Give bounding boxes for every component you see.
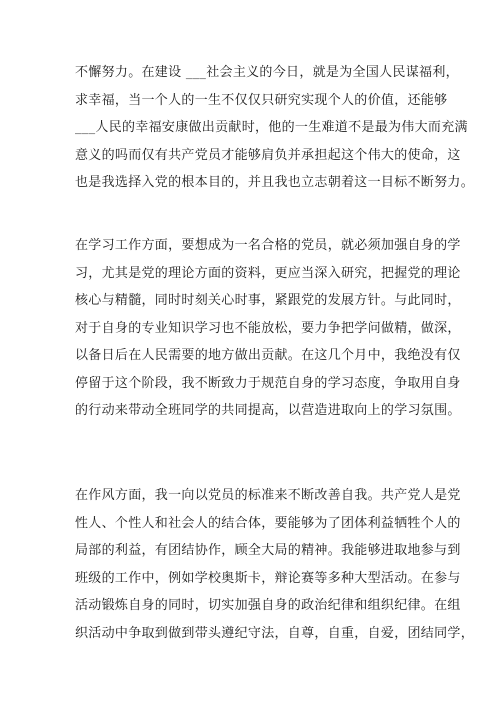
- text-line: 班级的工作中，例如学校奥斯卡，辩论赛等多种大型活动。在参与: [75, 570, 461, 586]
- text-line: 以备日后在人民需要的地方做出贡献。在这几个月中，我绝没有仅: [75, 348, 461, 363]
- text-line: 意义的吗而仅有共产党员才能够肩负并承担起这个伟大的使命，这: [75, 147, 461, 163]
- text-line: 求幸福，当一个人的一生不仅仅只研究实现个人的价值，还能够: [75, 92, 448, 108]
- text-line: 不懈努力。在建设 ___社会主义的今日，就是为全国人民谋福利，: [75, 65, 459, 80]
- text-line: 习，尤其是党的理论方面的资料，更应当深入研究，把握党的理论: [75, 265, 461, 281]
- text-line: 织活动中争取到做到带头遵纪守法，自尊，自重，自爱，团结同学，: [75, 625, 475, 641]
- paragraph-2: [75, 232, 461, 425]
- text-line: 核心与精髓，同时时刻关心时事，紧跟党的发展方针。与此同时，: [75, 293, 461, 308]
- text-line: ___人民的幸福安康做出贡献时，他的一生难道不是最为伟大而充满: [75, 120, 468, 135]
- paragraph-3: [75, 482, 475, 647]
- text-line: 在学习工作方面，要想成为一名合格的党员，就必须加强自身的学: [75, 238, 461, 253]
- text-line: 在作风方面，我一向以党员的标准来不断改善自我。共产党人是党: [75, 488, 461, 503]
- paragraph-1: [75, 59, 475, 197]
- text-line: 也是我选择入党的根本目的，并且我也立志朝着这一目标不断努力。: [75, 175, 475, 190]
- text-line: 停留于这个阶段，我不断致力于规范自身的学习态度，争取用自身: [75, 375, 461, 391]
- text-line: 局部的利益，有团结协作，顾全大局的精神。我能够进取地参与到: [75, 543, 461, 558]
- text-line: 的行动来带动全班同学的共同提高，以营造进取向上的学习氛围。: [75, 403, 461, 418]
- text-line: 对于自身的专业知识学习也不能放松，要力争把学问做精，做深，: [75, 320, 461, 336]
- text-line: 活动锻炼自身的同时，切实加强自身的政治纪律和组织纪律。在组: [75, 598, 461, 613]
- text-line: 性人、个性人和社会人的结合体，要能够为了团体利益牺牲个人的: [75, 515, 461, 531]
